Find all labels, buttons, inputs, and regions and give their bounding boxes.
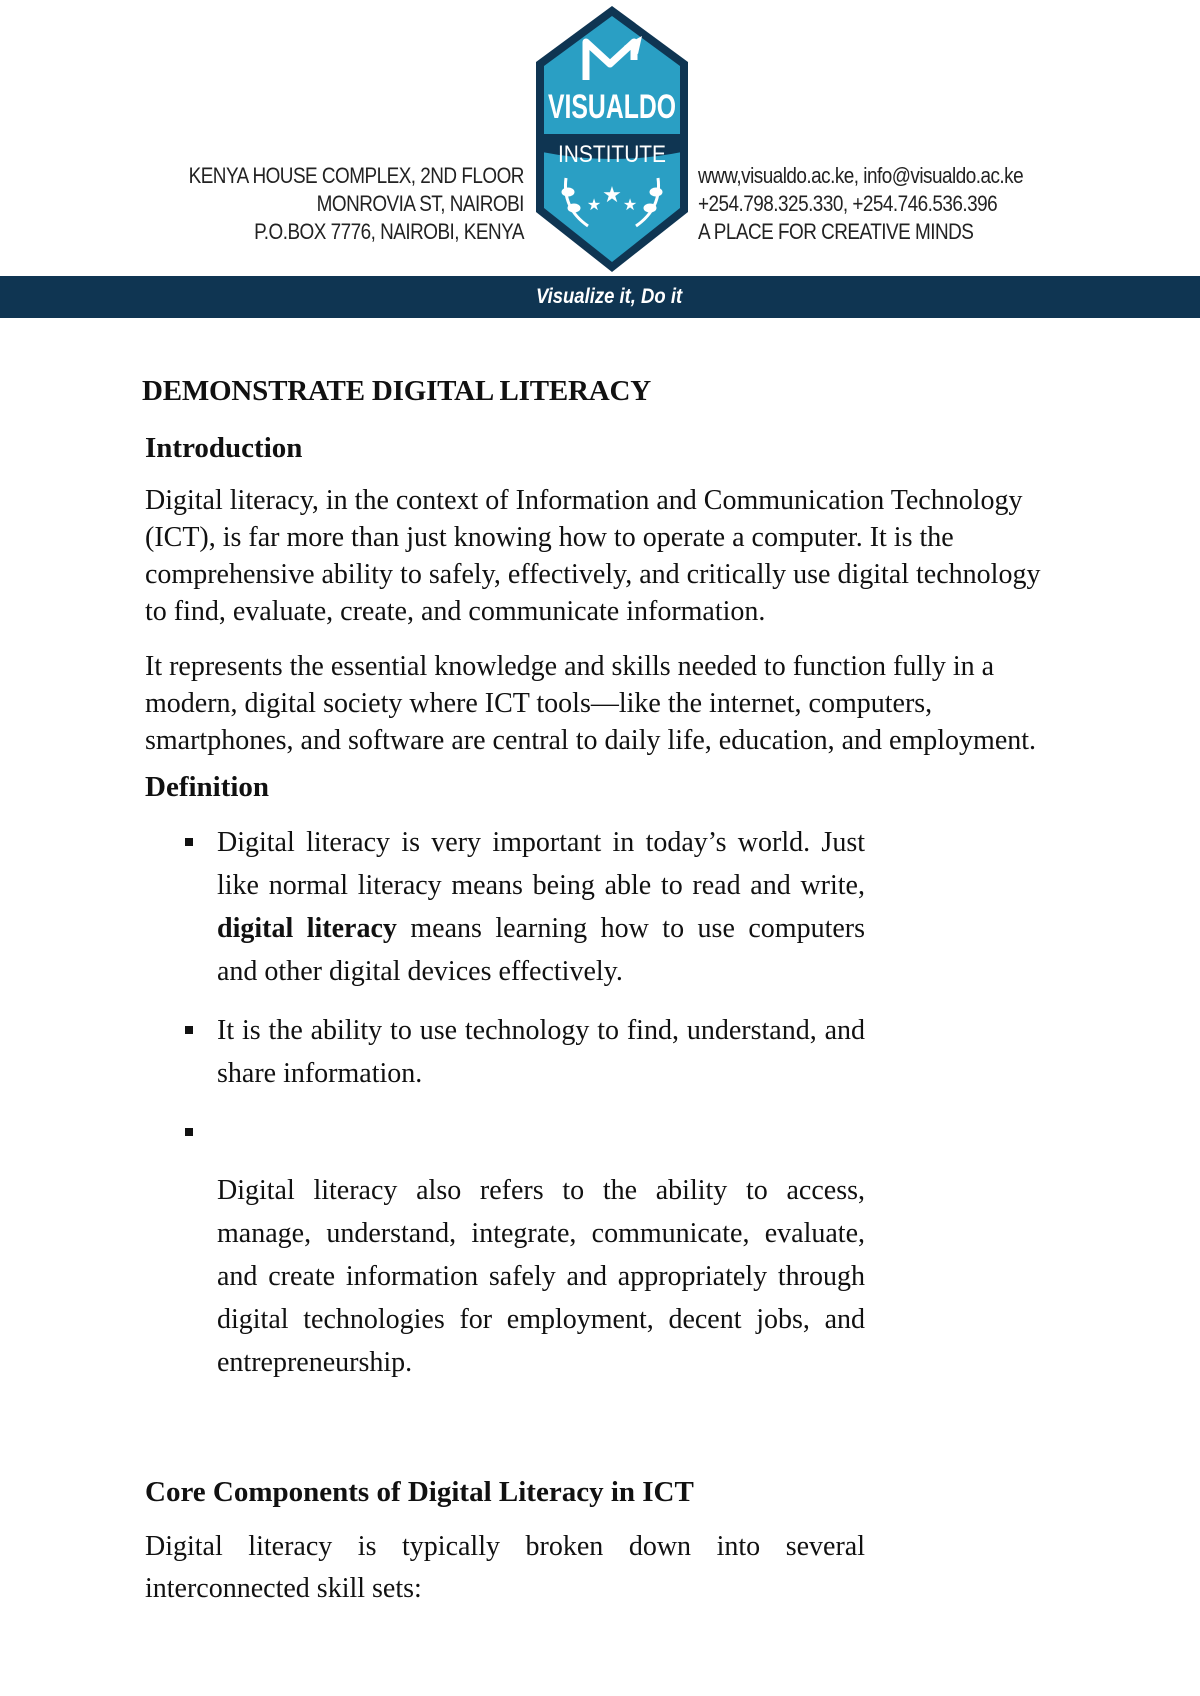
document-title: DEMONSTRATE DIGITAL LITERACY <box>142 375 651 407</box>
contact-line: +254.798.325.330, +254.746.536.396 <box>698 191 998 216</box>
tagline-banner <box>0 276 1200 318</box>
address-line: P.O.BOX 7776, NAIROBI, KENYA <box>254 219 524 244</box>
core-components-paragraph: Digital literacy is typically broken down into several interconnected skill sets: <box>145 1531 865 1604</box>
section-heading-introduction: Introduction <box>145 432 303 464</box>
section-heading-core-components: Core Components of Digital Literacy in ICT <box>145 1476 694 1508</box>
list-item <box>145 1009 865 1095</box>
definition-list <box>145 821 865 1384</box>
document-body <box>142 368 1055 1610</box>
visualdo-logo <box>528 2 696 276</box>
square-bullet-icon <box>185 1026 193 1034</box>
list-item <box>145 821 865 993</box>
bullet-text: Digital literacy is very important in today’s world. Just like normal literacy means being able to read and write, <box>217 827 865 901</box>
address-line: KENYA HOUSE COMPLEX, 2ND FLOOR <box>188 163 524 188</box>
bullet-text: Digital literacy also refers to the ability to access, manage, understand, integrate, communicate, evaluate, and create information safely and appropriately through digital technologies for employment, decent jobs, and entrepreneurship. <box>217 1175 865 1378</box>
logo-name: VISUALDO <box>548 88 676 126</box>
square-bullet-icon <box>185 1128 193 1136</box>
bullet-text: It is the ability to use technology to find, understand, and share information. <box>217 1015 865 1089</box>
contact-line: www,visualdo.ac.ke, info@visualdo.ac.ke <box>698 163 1024 188</box>
section-heading-definition: Definition <box>145 771 270 803</box>
intro-paragraph: It represents the essential knowledge and skills needed to function fully in a modern, digital society where ICT tools—like the internet, computers, smartphones, and software are central to daily life, education, and employment. <box>145 651 1037 756</box>
square-bullet-icon <box>185 838 193 846</box>
institute-contacts <box>698 162 1023 246</box>
contact-line: A PLACE FOR CREATIVE MINDS <box>698 219 974 244</box>
bullet-text: means learning how to use computers and other digital devices effectively. <box>217 913 865 987</box>
tagline: Visualize it, Do it <box>535 285 683 308</box>
svg-text:★: ★ <box>622 195 638 214</box>
letterhead <box>0 0 1200 320</box>
institute-address <box>189 162 524 246</box>
logo-subname: INSTITUTE <box>558 141 666 168</box>
bold-term: digital literacy <box>217 913 397 944</box>
svg-text:★: ★ <box>586 195 602 214</box>
address-line: MONROVIA ST, NAIROBI <box>316 191 524 216</box>
svg-text:★: ★ <box>602 183 622 208</box>
list-item <box>145 1111 865 1384</box>
intro-paragraph: Digital literacy, in the context of Information and Communication Technology (ICT), is far more than just knowing how to operate a computer. It is the comprehensive ability to safely, effectively, and critically use digital technology to find, evaluate, create, and communicate information. <box>145 485 1041 627</box>
